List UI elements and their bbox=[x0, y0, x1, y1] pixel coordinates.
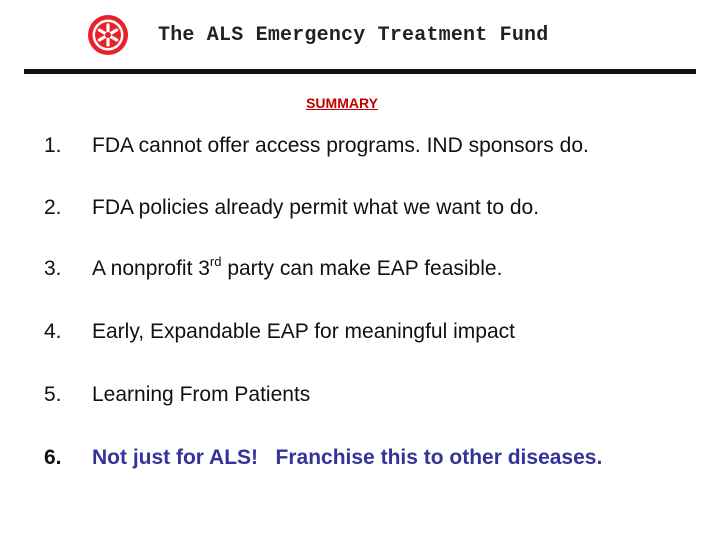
item-text: FDA cannot offer access programs. IND sponsors do. bbox=[92, 134, 589, 157]
item-number: 2. bbox=[44, 196, 62, 219]
item-number: 3. bbox=[44, 257, 62, 280]
item-text: Not just for ALS! Franchise this to other diseases. bbox=[92, 446, 603, 469]
item-number: 4. bbox=[44, 320, 62, 343]
item-text-end: party can make EAP feasible. bbox=[221, 257, 503, 280]
summary-heading: SUMMARY bbox=[306, 95, 378, 111]
item-text: FDA policies already permit what we want to do. bbox=[92, 196, 540, 219]
item-number: 5. bbox=[44, 383, 62, 406]
item-text: Early, Expandable EAP for meaningful impact bbox=[92, 320, 515, 343]
list-item-emphasized bbox=[0, 446, 720, 476]
item-text: Learning From Patients bbox=[92, 383, 311, 406]
list-item bbox=[0, 320, 720, 350]
list-item bbox=[0, 134, 720, 164]
list-item bbox=[0, 254, 720, 287]
item-text-start: A nonprofit 3 bbox=[92, 257, 210, 280]
list-item bbox=[0, 383, 720, 413]
item-superscript: rd bbox=[209, 254, 222, 269]
item-number: 1. bbox=[44, 134, 62, 157]
organization-title: The ALS Emergency Treatment Fund bbox=[158, 24, 549, 47]
item-text bbox=[92, 254, 503, 281]
item-number: 6. bbox=[44, 446, 62, 469]
list-item bbox=[0, 196, 720, 226]
